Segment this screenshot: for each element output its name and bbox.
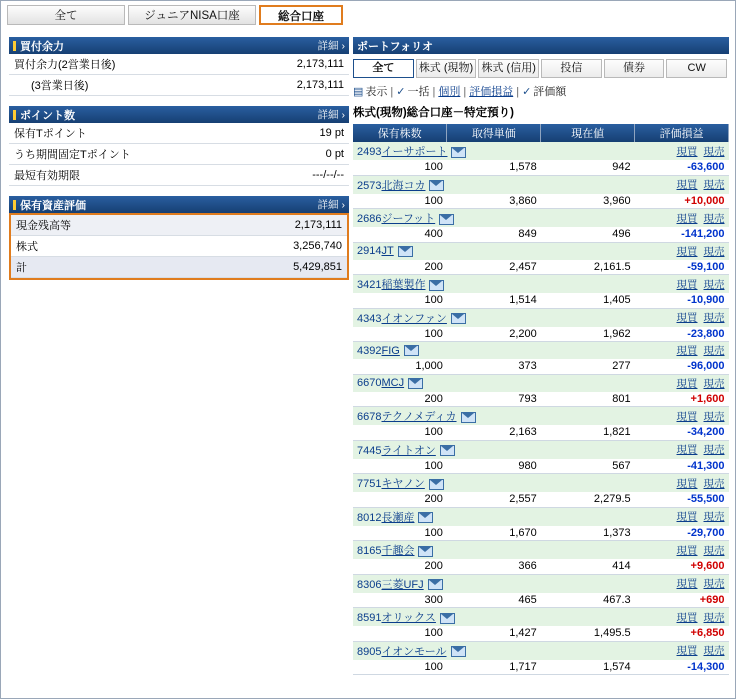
holding-qty: 100 bbox=[353, 293, 447, 308]
holding-cost: 849 bbox=[447, 227, 541, 242]
assets-value-total: 5,429,851 bbox=[187, 257, 347, 278]
holding-code: 2493 bbox=[357, 146, 382, 158]
holding-name-link[interactable]: イーサポート bbox=[381, 146, 448, 158]
mail-icon[interactable] bbox=[429, 180, 444, 191]
buy-spot-link[interactable]: 現買 bbox=[676, 377, 698, 390]
holding-code: 2573 bbox=[357, 179, 382, 192]
buy-spot-link[interactable]: 現買 bbox=[676, 212, 698, 225]
table-row bbox=[11, 257, 347, 278]
holding-name-link[interactable]: イオンモール bbox=[381, 645, 447, 658]
portfolio-tabs bbox=[353, 59, 729, 78]
holding-qty: 100 bbox=[353, 160, 447, 175]
sell-spot-link[interactable]: 現売 bbox=[703, 511, 725, 523]
holding-name-cell bbox=[353, 541, 541, 560]
table-row bbox=[353, 142, 729, 160]
holding-pl: -55,500 bbox=[635, 492, 729, 507]
holding-qty: 100 bbox=[353, 194, 447, 209]
points-label-expiry: 最短有効期限 bbox=[9, 165, 265, 186]
holding-name-link[interactable]: キヤノン bbox=[381, 478, 425, 490]
holding-name-link[interactable]: テクノメディカ bbox=[381, 411, 457, 423]
holding-pl: +6,850 bbox=[635, 626, 729, 641]
holdings-table-title: 株式(現物)総合口座－特定預り) bbox=[353, 107, 514, 119]
holding-pl: +10,000 bbox=[635, 194, 729, 209]
sell-spot-link[interactable]: 現売 bbox=[703, 377, 725, 390]
holding-actions-cell bbox=[541, 242, 729, 260]
buying-power-label-2d: 買付余力(2営業日後) bbox=[9, 54, 234, 75]
holding-cost: 2,557 bbox=[447, 492, 541, 507]
buy-spot-link[interactable]: 現買 bbox=[676, 477, 698, 490]
holding-code: 2686 bbox=[357, 213, 382, 225]
holding-actions-cell bbox=[541, 374, 729, 392]
points-value-held: 19 pt bbox=[265, 123, 349, 144]
holding-qty: 200 bbox=[353, 492, 447, 507]
holding-qty: 100 bbox=[353, 626, 447, 641]
holding-qty: 200 bbox=[353, 392, 447, 407]
table-row bbox=[353, 492, 729, 507]
col-qty: 保有株数 bbox=[353, 124, 447, 142]
mail-icon[interactable] bbox=[451, 147, 466, 158]
table-row bbox=[11, 215, 347, 236]
holding-cost: 980 bbox=[447, 459, 541, 474]
assets-label-stock: 株式 bbox=[11, 236, 187, 257]
table-row bbox=[353, 327, 729, 342]
holding-name-cell bbox=[353, 440, 541, 459]
holding-price: 1,574 bbox=[541, 660, 635, 675]
table-row bbox=[353, 593, 729, 608]
buy-spot-link[interactable]: 現買 bbox=[676, 410, 698, 423]
table-row bbox=[353, 359, 729, 374]
buy-spot-link[interactable]: 現買 bbox=[676, 312, 698, 324]
holding-name-cell bbox=[353, 209, 541, 228]
holding-price: 1,821 bbox=[541, 425, 635, 440]
holding-code: 3421 bbox=[357, 279, 382, 291]
sell-spot-link[interactable]: 現売 bbox=[703, 179, 725, 191]
holding-cost: 1,578 bbox=[447, 160, 541, 175]
holding-code: 6678 bbox=[357, 411, 382, 423]
holding-name-link[interactable]: オリックス bbox=[381, 612, 436, 624]
assets-value-stock: 3,256,740 bbox=[187, 236, 347, 257]
holding-price: 467.3 bbox=[541, 593, 635, 608]
holding-price: 2,161.5 bbox=[541, 260, 635, 275]
holding-price: 942 bbox=[541, 160, 635, 175]
tab-general-account[interactable]: 総合口座 bbox=[259, 5, 343, 25]
holding-qty: 300 bbox=[353, 593, 447, 608]
holding-name-cell bbox=[353, 474, 541, 493]
table-row bbox=[353, 574, 729, 593]
buying-power-value-2d: 2,173,111 bbox=[234, 54, 349, 75]
holding-qty: 400 bbox=[353, 227, 447, 242]
buying-power-detail-link[interactable]: 詳細 › bbox=[317, 40, 345, 52]
holding-code: 8165 bbox=[357, 545, 382, 557]
table-row bbox=[353, 209, 729, 228]
buy-spot-link[interactable]: 現買 bbox=[676, 278, 698, 291]
holding-qty: 200 bbox=[353, 260, 447, 275]
holding-name-link[interactable]: 三菱UFJ bbox=[381, 578, 424, 591]
sell-spot-link[interactable]: 現売 bbox=[703, 645, 725, 657]
holding-name-link[interactable]: 北海コカ bbox=[381, 179, 426, 192]
left-column bbox=[9, 37, 349, 290]
holding-name-cell bbox=[353, 275, 541, 294]
holding-cost: 3,860 bbox=[447, 194, 541, 209]
col-price: 現在値 bbox=[541, 124, 635, 142]
tab-portfolio-cw[interactable]: CW bbox=[666, 59, 727, 78]
panel-buying-power bbox=[9, 37, 349, 96]
table-row bbox=[353, 194, 729, 209]
table-row bbox=[353, 392, 729, 407]
holding-code: 4343 bbox=[357, 312, 382, 325]
holding-actions-cell bbox=[541, 342, 729, 360]
holding-pl: -10,900 bbox=[635, 293, 729, 308]
filter-individual[interactable]: 個別 bbox=[438, 86, 461, 98]
holding-name-link[interactable]: イオンファン bbox=[381, 312, 447, 325]
portfolio-title: ポートフォリオ bbox=[357, 40, 434, 53]
points-value-fixed: 0 pt bbox=[265, 144, 349, 165]
holding-pl: -63,600 bbox=[635, 160, 729, 175]
holding-actions-cell bbox=[541, 541, 729, 560]
table-row bbox=[353, 425, 729, 440]
holding-actions-cell bbox=[541, 507, 729, 526]
table-row bbox=[353, 374, 729, 392]
filter-bulk[interactable]: ✓ 一括 bbox=[396, 86, 430, 98]
holding-price: 1,962 bbox=[541, 327, 635, 342]
mail-icon[interactable] bbox=[408, 378, 423, 389]
holding-price: 567 bbox=[541, 459, 635, 474]
holding-actions-cell bbox=[541, 574, 729, 593]
table-row bbox=[353, 407, 729, 426]
list-icon: ▤ bbox=[353, 86, 364, 98]
buy-spot-link[interactable]: 現買 bbox=[676, 645, 698, 657]
holding-pl: -14,300 bbox=[635, 660, 729, 675]
mail-icon[interactable] bbox=[439, 214, 454, 225]
holding-price: 414 bbox=[541, 559, 635, 574]
holding-actions-cell bbox=[541, 608, 729, 627]
holding-code: 4392 bbox=[357, 344, 382, 357]
table-row bbox=[353, 227, 729, 242]
holding-qty: 200 bbox=[353, 559, 447, 574]
buy-spot-link[interactable]: 現買 bbox=[676, 511, 698, 523]
holding-cost: 1,427 bbox=[447, 626, 541, 641]
sell-spot-link[interactable]: 現売 bbox=[703, 245, 725, 258]
holding-name-cell bbox=[353, 242, 541, 260]
table-row bbox=[353, 459, 729, 474]
holding-name-cell bbox=[353, 342, 541, 360]
holding-code: 8306 bbox=[357, 578, 382, 591]
portfolio-filters: ▤ 表示 | ✓ 一括 | 個別 | 評価損益 | ✓ 評価額 bbox=[353, 86, 567, 98]
holding-cost: 373 bbox=[447, 359, 541, 374]
holding-name-cell bbox=[353, 407, 541, 426]
holding-qty: 100 bbox=[353, 425, 447, 440]
points-label-fixed: うち期間固定Tポイント bbox=[9, 144, 265, 165]
table-row bbox=[9, 123, 349, 144]
chevron-right-icon: › bbox=[341, 199, 345, 211]
panel-buying-power-title: 買付余力 bbox=[20, 40, 64, 53]
buying-power-table bbox=[9, 54, 349, 96]
holding-qty: 100 bbox=[353, 327, 447, 342]
holding-actions-cell bbox=[541, 407, 729, 426]
mail-icon[interactable] bbox=[418, 546, 433, 557]
panel-points-header bbox=[9, 106, 349, 123]
sell-spot-link[interactable]: 現売 bbox=[703, 345, 725, 357]
points-label-held: 保有Tポイント bbox=[9, 123, 265, 144]
assets-highlight-box bbox=[9, 213, 349, 280]
holding-price: 1,405 bbox=[541, 293, 635, 308]
buy-spot-link[interactable]: 現買 bbox=[676, 245, 698, 258]
holding-name-cell bbox=[353, 308, 541, 327]
holding-name-link[interactable]: MCJ bbox=[381, 377, 405, 389]
mail-icon[interactable] bbox=[461, 412, 476, 423]
panel-assets-title: 保有資産評価 bbox=[20, 199, 86, 212]
points-table bbox=[9, 123, 349, 186]
holding-actions-cell bbox=[541, 308, 729, 327]
holding-cost: 1,717 bbox=[447, 660, 541, 675]
table-row bbox=[353, 641, 729, 660]
panel-points-title: ポイント数 bbox=[20, 109, 75, 122]
tab-portfolio-fund[interactable]: 投信 bbox=[541, 59, 602, 78]
holding-code: 7445 bbox=[357, 444, 382, 457]
table-row bbox=[353, 160, 729, 175]
mail-icon[interactable] bbox=[440, 613, 455, 624]
table-row bbox=[353, 626, 729, 641]
holding-actions-cell bbox=[541, 142, 729, 160]
table-row bbox=[353, 275, 729, 294]
points-detail-link[interactable]: 詳細 › bbox=[317, 109, 345, 121]
sell-spot-link[interactable]: 現売 bbox=[703, 278, 725, 291]
holding-pl: -29,700 bbox=[635, 526, 729, 541]
sell-spot-link[interactable]: 現売 bbox=[703, 544, 725, 557]
section-marker-icon bbox=[13, 41, 16, 51]
holding-cost: 366 bbox=[447, 559, 541, 574]
panel-assets bbox=[9, 196, 349, 280]
holding-actions-cell bbox=[541, 275, 729, 294]
mail-icon[interactable] bbox=[429, 280, 444, 291]
table-row bbox=[353, 559, 729, 574]
holding-cost: 1,670 bbox=[447, 526, 541, 541]
tab-portfolio-all[interactable]: 全て bbox=[353, 59, 414, 78]
assets-value-cash: 2,173,111 bbox=[187, 215, 347, 236]
sell-spot-link[interactable]: 現売 bbox=[703, 444, 725, 456]
tab-junior-nisa[interactable]: ジュニアNISA口座 bbox=[128, 5, 256, 25]
sell-spot-link[interactable]: 現売 bbox=[703, 578, 725, 590]
buy-spot-link[interactable]: 現買 bbox=[676, 544, 698, 557]
holding-name-cell bbox=[353, 507, 541, 526]
holding-pl: -34,200 bbox=[635, 425, 729, 440]
sell-spot-link[interactable]: 現売 bbox=[703, 611, 725, 624]
holding-cost: 2,163 bbox=[447, 425, 541, 440]
filter-display-label: 表示 bbox=[365, 86, 388, 98]
buying-power-label-3d: (3営業日後) bbox=[9, 75, 234, 96]
holding-pl: -141,200 bbox=[635, 227, 729, 242]
section-marker-icon bbox=[13, 110, 16, 120]
tab-portfolio-spot[interactable]: 株式 (現物) bbox=[416, 59, 477, 78]
assets-label-cash: 現金残高等 bbox=[11, 215, 187, 236]
holding-cost: 793 bbox=[447, 392, 541, 407]
holding-cost: 2,457 bbox=[447, 260, 541, 275]
holding-name-link[interactable]: JT bbox=[381, 245, 394, 257]
buy-spot-link[interactable]: 現買 bbox=[676, 611, 698, 624]
account-tabs bbox=[7, 5, 731, 27]
section-marker-icon bbox=[13, 200, 16, 210]
chevron-right-icon: › bbox=[341, 109, 345, 121]
buy-spot-link[interactable]: 現買 bbox=[676, 444, 698, 456]
table-row bbox=[353, 526, 729, 541]
buy-spot-link[interactable]: 現買 bbox=[676, 145, 698, 158]
holding-name-cell bbox=[353, 641, 541, 660]
holding-pl: +1,600 bbox=[635, 392, 729, 407]
holding-cost: 465 bbox=[447, 593, 541, 608]
holding-price: 496 bbox=[541, 227, 635, 242]
holding-cost: 2,200 bbox=[447, 327, 541, 342]
assets-detail-link[interactable]: 詳細 › bbox=[317, 199, 345, 211]
table-row bbox=[353, 308, 729, 327]
holding-pl: -41,300 bbox=[635, 459, 729, 474]
table-row bbox=[9, 54, 349, 75]
holding-code: 2914 bbox=[357, 245, 382, 257]
holding-actions-cell bbox=[541, 474, 729, 493]
mail-icon[interactable] bbox=[429, 479, 444, 490]
table-row bbox=[353, 260, 729, 275]
holding-name-link[interactable]: FIG bbox=[381, 344, 400, 357]
holdings-table bbox=[353, 124, 729, 675]
mail-icon[interactable] bbox=[428, 579, 443, 590]
sell-spot-link[interactable]: 現売 bbox=[703, 145, 725, 158]
table-row bbox=[353, 507, 729, 526]
filter-valuation-pl[interactable]: 評価損益 bbox=[469, 86, 514, 98]
holdings-header-row bbox=[353, 124, 729, 142]
holding-qty: 100 bbox=[353, 526, 447, 541]
points-value-expiry: ---/--/-- bbox=[265, 165, 349, 186]
sell-spot-link[interactable]: 現売 bbox=[703, 312, 725, 324]
tab-portfolio-bond[interactable]: 債券 bbox=[604, 59, 665, 78]
holding-price: 1,373 bbox=[541, 526, 635, 541]
table-row bbox=[353, 293, 729, 308]
holding-price: 1,495.5 bbox=[541, 626, 635, 641]
table-row bbox=[353, 608, 729, 627]
table-row bbox=[353, 242, 729, 260]
holding-price: 2,279.5 bbox=[541, 492, 635, 507]
holding-code: 8591 bbox=[357, 612, 382, 624]
holding-price: 801 bbox=[541, 392, 635, 407]
assets-label-total: 計 bbox=[11, 257, 187, 278]
col-pl: 評価損益 bbox=[635, 124, 729, 142]
chevron-right-icon: › bbox=[341, 40, 345, 52]
table-row bbox=[11, 236, 347, 257]
holding-code: 6670 bbox=[357, 377, 382, 389]
col-cost: 取得単価 bbox=[447, 124, 541, 142]
right-column bbox=[353, 37, 729, 675]
holding-name-link[interactable]: ジーフット bbox=[381, 213, 436, 225]
table-row bbox=[9, 165, 349, 186]
buy-spot-link[interactable]: 現買 bbox=[676, 345, 698, 357]
holding-price: 3,960 bbox=[541, 194, 635, 209]
buying-power-value-3d: 2,173,111 bbox=[234, 75, 349, 96]
holding-actions-cell bbox=[541, 641, 729, 660]
holding-cost: 1,514 bbox=[447, 293, 541, 308]
holding-pl: -23,800 bbox=[635, 327, 729, 342]
holding-pl: +9,600 bbox=[635, 559, 729, 574]
holding-name-link[interactable]: 稲葉製作 bbox=[381, 279, 426, 291]
holding-qty: 100 bbox=[353, 459, 447, 474]
holding-price: 277 bbox=[541, 359, 635, 374]
holding-name-cell bbox=[353, 574, 541, 593]
mail-icon[interactable] bbox=[418, 512, 433, 523]
sell-spot-link[interactable]: 現売 bbox=[703, 410, 725, 423]
tab-all-accounts[interactable]: 全て bbox=[7, 5, 125, 25]
table-row bbox=[353, 440, 729, 459]
holding-actions-cell bbox=[541, 175, 729, 194]
holding-name-cell bbox=[353, 142, 541, 160]
holding-code: 8012 bbox=[357, 511, 382, 524]
holding-pl: +690 bbox=[635, 593, 729, 608]
holding-pl: -59,100 bbox=[635, 260, 729, 275]
holding-name-link[interactable]: ライトオン bbox=[381, 444, 436, 457]
holding-code: 7751 bbox=[357, 478, 382, 490]
mail-icon[interactable] bbox=[440, 445, 455, 456]
holding-name-cell bbox=[353, 608, 541, 627]
table-row bbox=[353, 541, 729, 560]
buy-spot-link[interactable]: 現買 bbox=[676, 179, 698, 191]
holding-pl: -96,000 bbox=[635, 359, 729, 374]
holding-code: 8905 bbox=[357, 645, 382, 658]
buy-spot-link[interactable]: 現買 bbox=[676, 578, 698, 590]
panel-buying-power-header bbox=[9, 37, 349, 54]
holding-name-cell bbox=[353, 175, 541, 194]
table-row bbox=[9, 144, 349, 165]
mail-icon[interactable] bbox=[451, 313, 466, 324]
panel-points bbox=[9, 106, 349, 186]
mail-icon[interactable] bbox=[451, 646, 466, 657]
mail-icon[interactable] bbox=[398, 246, 413, 257]
holding-actions-cell bbox=[541, 440, 729, 459]
table-row bbox=[353, 660, 729, 675]
tab-portfolio-margin[interactable]: 株式 (信用) bbox=[478, 59, 539, 78]
holding-qty: 1,000 bbox=[353, 359, 447, 374]
sell-spot-link[interactable]: 現売 bbox=[703, 212, 725, 225]
holding-name-link[interactable]: 長瀬産 bbox=[381, 511, 415, 524]
sell-spot-link[interactable]: 現売 bbox=[703, 477, 725, 490]
assets-table bbox=[11, 215, 347, 278]
filter-valuation-amount[interactable]: ✓ 評価額 bbox=[522, 86, 567, 98]
mail-icon[interactable] bbox=[404, 345, 419, 356]
portfolio-header bbox=[353, 37, 729, 54]
table-row bbox=[353, 175, 729, 194]
table-row bbox=[9, 75, 349, 96]
holding-actions-cell bbox=[541, 209, 729, 228]
holding-name-cell bbox=[353, 374, 541, 392]
table-row bbox=[353, 474, 729, 493]
table-row bbox=[353, 342, 729, 360]
holding-name-link[interactable]: 千趣会 bbox=[381, 545, 415, 557]
panel-assets-header bbox=[9, 196, 349, 213]
holding-qty: 100 bbox=[353, 660, 447, 675]
